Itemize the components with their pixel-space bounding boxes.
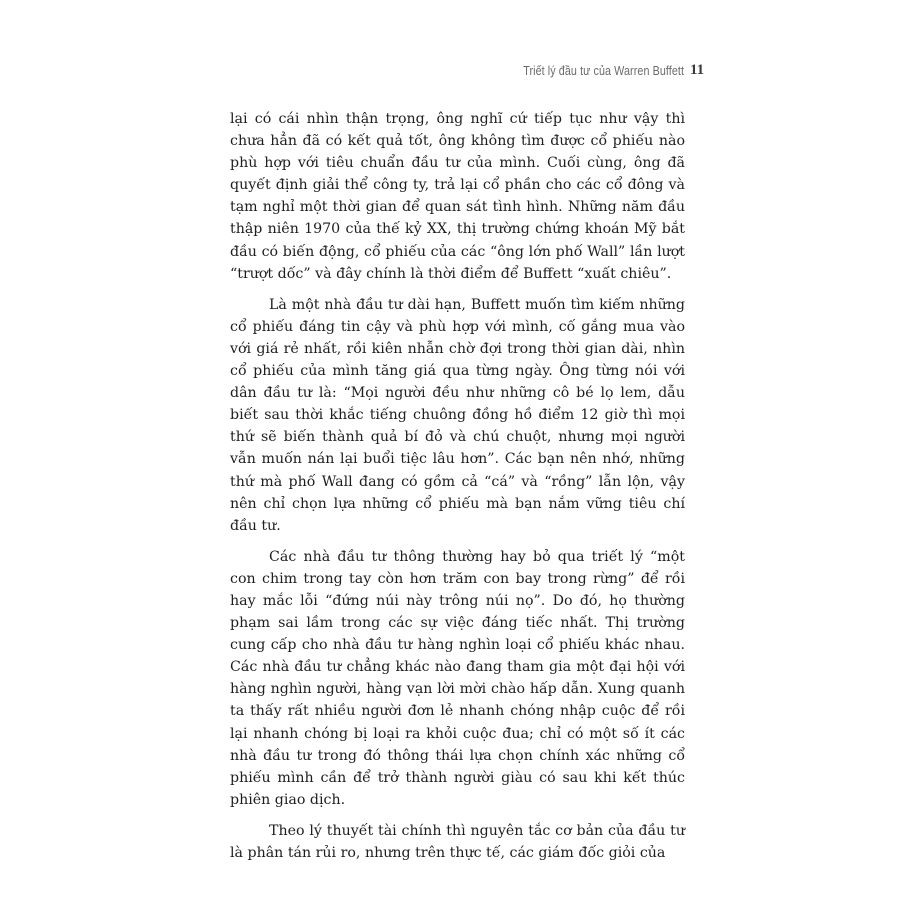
paragraph-3: Các nhà đầu tư thông thường hay bỏ qua triết lý “một con chim trong tay còn hơn trăm con bay trong rừng” để rồi hay mắc lỗi “đứng núi này trông núi nọ”. Do đó, họ thường phạm sai lầm trong các sự việc đáng tiếc nhất. Thị trường cung cấp cho nhà đầu tư hàng nghìn loại cổ phiếu khác nhau. Các nhà đầu tư chẳng khác nào đang tham gia một đại hội với hàng nghìn người, hàng vạn lời mời chào hấp dẫn. Xung quanh ta thấy rất nhiều người đơn lẻ nhanh chóng nhập cuộc để rồi lại nhanh chóng bị loại ra khỏi cuộc đua; chỉ có một số ít các nhà đầu tư trong đó thông thái lựa chọn chính xác những cổ phiếu mình cần để trở thành người giàu có sau khi kết thúc phiên giao dịch. — [230, 548, 685, 808]
paragraph-1: lại có cái nhìn thận trọng, ông nghĩ cứ tiếp tục như vậy thì chưa hẳn đã có kết quả tốt, ông không tìm được cổ phiếu nào phù hợp với tiêu chuẩn đầu tư của mình. Cuối cùng, ông đã quyết định giải thể công ty, trả lại cổ phần cho các cổ đông và tạm nghỉ một thời gian để quan sát tình hình. Những năm đầu thập niên 1970 của thế kỷ XX, thị trường chứng khoán Mỹ bắt đầu có biến động, cổ phiếu của các “ông lớn phố Wall” lần lượt “trượt dốc” và đây chính là thời điểm để Buffett “xuất chiêu”. — [230, 111, 685, 282]
running-header-title: Triết lý đầu tư của Warren Buffett — [523, 64, 684, 78]
body-text — [230, 108, 685, 873]
paragraph-4: Theo lý thuyết tài chính thì nguyên tắc cơ bản của đầu tư là phân tán rủi ro, nhưng trên thực tế, các giám đốc giỏi của — [230, 822, 685, 861]
page-number: 11 — [690, 62, 705, 78]
paragraph-2: Là một nhà đầu tư dài hạn, Buffett muốn tìm kiếm những cổ phiếu đáng tin cậy và phù hợp với mình, cố gắng mua vào với giá rẻ nhất, rồi kiên nhẫn chờ đợi trong thời gian dài, nhìn cổ phiếu của mình tăng giá qua từng ngày. Ông từng nói với dân đầu tư là: “Mọi người đều như những cô bé lọ lem, dẫu biết sau thời khắc tiếng chuông đồng hồ điểm 12 giờ thì mọi thứ sẽ biến thành quả bí đỏ và chú chuột, nhưng mọi người vẫn muốn nán lại buổi tiệc lâu hơn”. Các bạn nên nhớ, những thứ mà phố Wall đang có gồm cả “cá” và “rồng” lẫn lộn, vậy nên chỉ chọn lựa những cổ phiếu mà bạn nắm vững tiêu chí đầu tư. — [230, 296, 685, 534]
